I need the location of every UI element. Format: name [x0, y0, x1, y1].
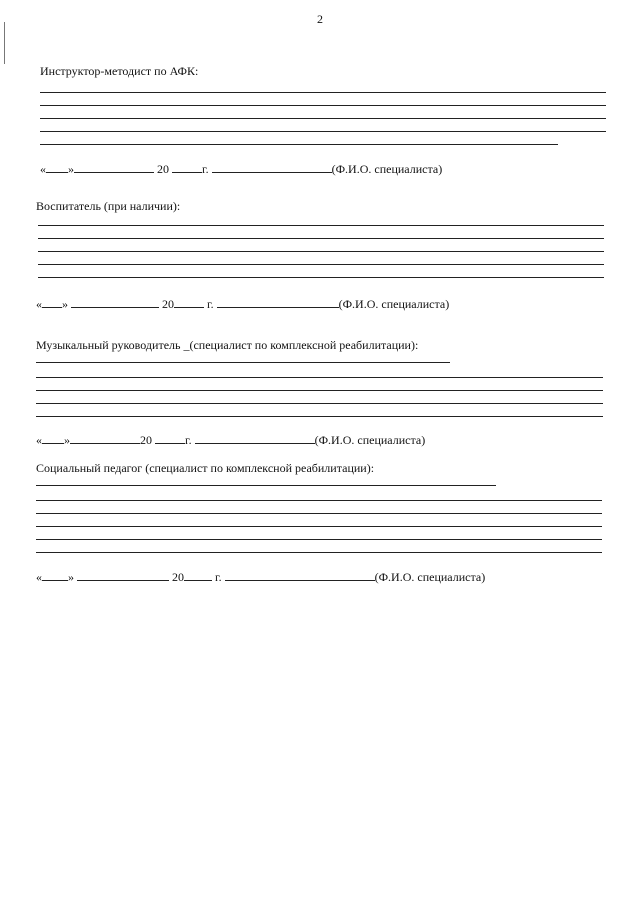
year-suffix: г. — [207, 297, 214, 311]
name-field[interactable] — [225, 570, 375, 581]
year-field[interactable] — [155, 433, 185, 444]
quote-open: « — [36, 297, 42, 311]
year-suffix: г. — [202, 162, 209, 176]
year-prefix: 20 — [140, 433, 152, 447]
fill-line[interactable] — [36, 377, 603, 378]
quote-close: » — [62, 297, 68, 311]
section-educator — [36, 199, 606, 319]
year-prefix: 20 — [172, 570, 184, 584]
specialist-name-label: (Ф.И.О. специалиста) — [314, 433, 426, 447]
section-heading: Инструктор-методист по АФК: — [40, 64, 199, 78]
quote-close: » — [68, 570, 74, 584]
fill-line[interactable] — [40, 92, 606, 93]
year-prefix: 20 — [162, 297, 174, 311]
fill-line[interactable] — [36, 539, 602, 540]
quote-open: « — [36, 433, 42, 447]
fill-line[interactable] — [40, 131, 606, 132]
section-heading: Социальный педагог (специалист по комплексной реабилитации): — [36, 461, 375, 475]
signature-line — [36, 297, 449, 311]
fill-line[interactable] — [36, 485, 496, 486]
name-field[interactable] — [195, 433, 315, 444]
specialist-name-label: (Ф.И.О. специалиста) — [331, 162, 443, 176]
day-field[interactable] — [46, 162, 68, 173]
quote-open: « — [40, 162, 46, 176]
fill-line[interactable] — [40, 144, 558, 145]
fill-line[interactable] — [36, 513, 602, 514]
fill-line[interactable] — [36, 500, 602, 501]
margin-mark — [4, 22, 5, 64]
year-prefix: 20 — [157, 162, 169, 176]
name-field[interactable] — [212, 162, 332, 173]
fill-line[interactable] — [38, 277, 604, 278]
quote-close: » — [68, 162, 74, 176]
page-number: 2 — [317, 12, 323, 26]
signature-line — [40, 162, 442, 176]
year-field[interactable] — [172, 162, 202, 173]
fill-line[interactable] — [36, 416, 603, 417]
section-afk-instructor — [36, 64, 606, 184]
section-social-pedagogue — [36, 461, 606, 591]
section-heading: Музыкальный руководитель _(специалист по комплексной реабилитации): — [36, 338, 419, 352]
quote-close: » — [64, 433, 70, 447]
name-field[interactable] — [217, 297, 339, 308]
fill-line[interactable] — [40, 105, 606, 106]
signature-line — [36, 433, 425, 447]
month-field[interactable] — [70, 433, 140, 444]
month-field[interactable] — [74, 162, 154, 173]
year-suffix: г. — [185, 433, 192, 447]
day-field[interactable] — [42, 433, 64, 444]
year-field[interactable] — [174, 297, 204, 308]
section-music-director — [36, 338, 606, 458]
fill-line[interactable] — [36, 362, 450, 363]
day-field[interactable] — [42, 297, 62, 308]
fill-line[interactable] — [36, 390, 603, 391]
month-field[interactable] — [77, 570, 169, 581]
fill-line[interactable] — [36, 403, 603, 404]
fill-line[interactable] — [40, 118, 606, 119]
day-field[interactable] — [42, 570, 68, 581]
fill-line[interactable] — [38, 225, 604, 226]
fill-line[interactable] — [36, 552, 602, 553]
specialist-name-label: (Ф.И.О. специалиста) — [338, 297, 450, 311]
signature-line — [36, 570, 485, 584]
quote-open: « — [36, 570, 42, 584]
specialist-name-label: (Ф.И.О. специалиста) — [374, 570, 486, 584]
fill-line[interactable] — [38, 238, 604, 239]
fill-line[interactable] — [38, 264, 604, 265]
year-field[interactable] — [184, 570, 212, 581]
year-suffix: г. — [215, 570, 222, 584]
month-field[interactable] — [71, 297, 159, 308]
fill-line[interactable] — [36, 526, 602, 527]
fill-line[interactable] — [38, 251, 604, 252]
section-heading: Воспитатель (при наличии): — [36, 199, 181, 213]
